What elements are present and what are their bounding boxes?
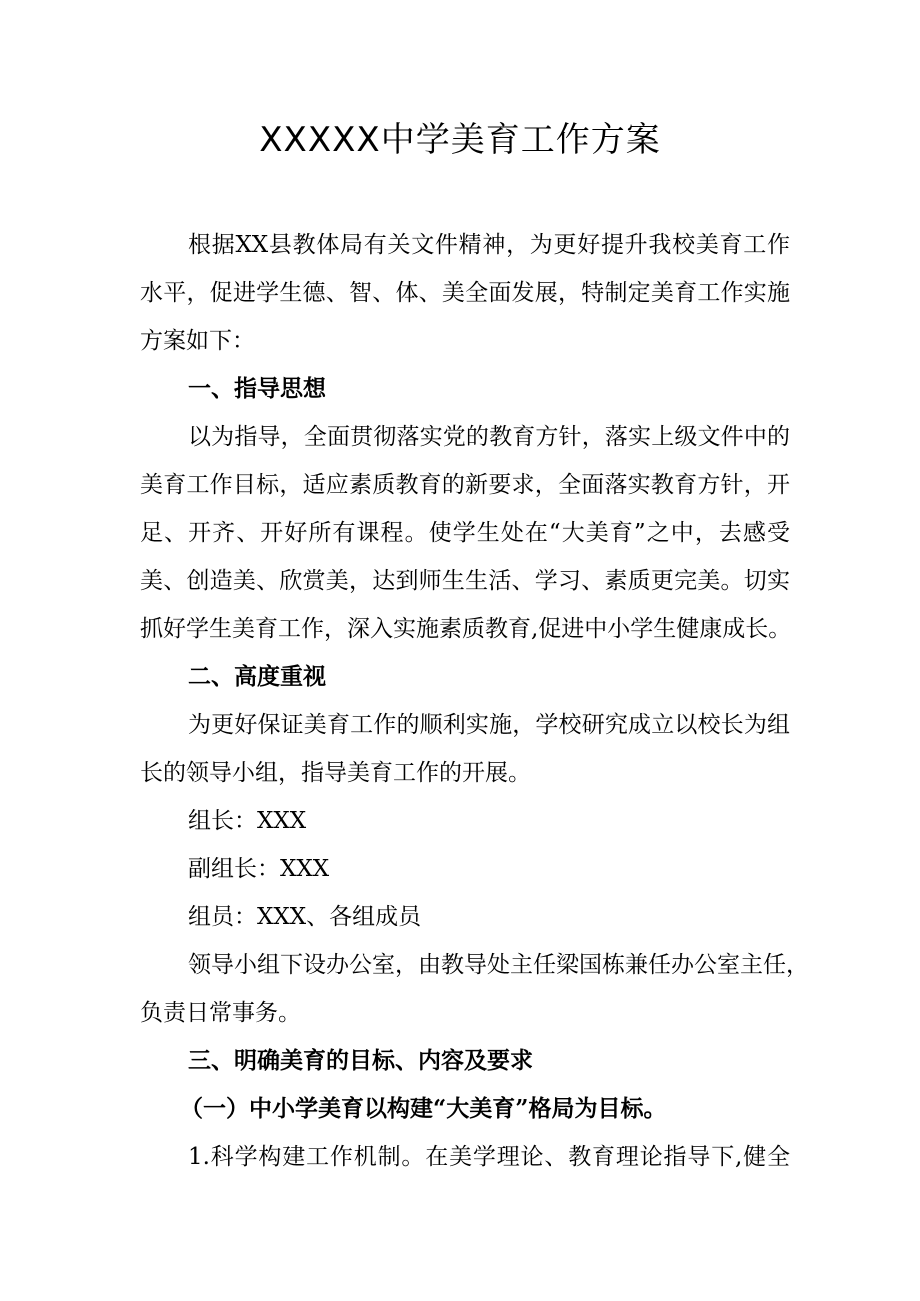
section2-heading: 二、高度重视 xyxy=(188,664,326,690)
intro-line-3: 方案如下： xyxy=(140,328,255,354)
section2-vice-leader: 副组长：XXX xyxy=(188,856,330,882)
intro-line-1: 根据XX县教体局有关文件精神，为更好提升我校美育工作 xyxy=(188,232,790,258)
section1-line-1: 以为指导，全面贯彻落实党的教育方针，落实上级文件中的 xyxy=(188,424,790,450)
section1-line-5: 抓好学生美育工作，深入实施素质教育,促进中小学生健康成长。 xyxy=(140,616,792,642)
section2-members: 组员：XXX、各组成员 xyxy=(188,904,422,930)
section1-line-3: 足、开齐、开好所有课程。使学生处在“大美育”之中，去感受 xyxy=(140,520,790,546)
section1-line-4: 美、创造美、欣赏美，达到师生生活、学习、素质更完美。切实 xyxy=(140,568,790,594)
document-title: XXXXX中学美育工作方案 xyxy=(259,120,661,160)
intro-line-2: 水平，促进学生德、智、体、美全面发展，特制定美育工作实施 xyxy=(140,280,790,306)
section2-leader: 组长：XXX xyxy=(188,808,307,834)
section2-office-line-2: 负责日常事务。 xyxy=(140,1000,301,1026)
section2-office-line-1: 领导小组下设办公室，由教导处主任梁国栋兼任办公室主任， xyxy=(188,952,809,978)
section1-line-2: 美育工作目标，适应素质教育的新要求，全面落实教育方针，开 xyxy=(140,472,790,498)
section2-line-2: 长的领导小组，指导美育工作的开展。 xyxy=(140,760,531,786)
section2-line-1: 为更好保证美育工作的顺利实施，学校研究成立以校长为组 xyxy=(188,712,790,738)
section3-heading: 三、明确美育的目标、内容及要求 xyxy=(188,1048,533,1074)
section1-heading: 一、指导思想 xyxy=(188,376,326,402)
section3-subheading: （一）中小学美育以构建“大美育”格局为目标。 xyxy=(180,1095,667,1122)
section3-item1: 1.科学构建工作机制。在美学理论、教育理论指导下,健全 xyxy=(188,1144,790,1170)
